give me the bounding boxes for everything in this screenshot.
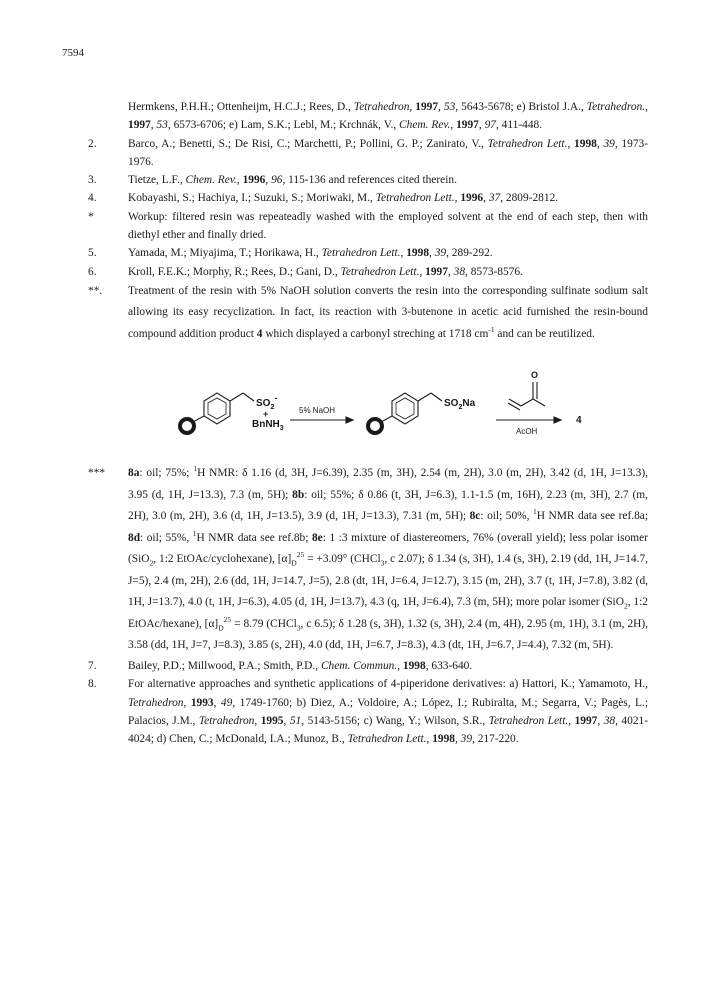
reference-text: Treatment of the resin with 5% NaOH solution converts the resin into the corresponding sulfinate sodium salt allowing its easy recyclization. In fact, its reaction with 3-butenone in acetic acid furnished the resin-bound compound addition product 4 which displayed a carbonyl streching at 1718 $cm^{-1}$ and can be reutilized. (128, 284, 648, 340)
reference-item (88, 463, 648, 657)
ketone-oxygen: O (531, 370, 539, 381)
middle-na: Na (462, 398, 476, 410)
reference-text: Kroll, F.E.K.; Morphy, R.; Rees, D.; Gani, D., Tetrahedron Lett., 1997, 38, 8573-8576. (128, 265, 523, 278)
reference-text: For alternative approaches and synthetic applications of 4-piperidone derivatives: a) Hattori, K.; Yamamoto, H., Tetrahedron, 1993, 49, 1749-1760; b) Diez, A.; Voldoire, A.; López, I.; Rubiralta, M.; Segarra, V.; Pagès, L.; Palacios, J.M., Tetrahedron, 1995, 51, 5143-5156; c) Wang, Y.; Wilson, S.R., Tetrahedron Lett., 1997, 38, 4021-4024; d) Chen, C.; McDonald, I.A.; Munoz, B., Tetrahedron Lett., 1998, 39, 217-220. (128, 678, 649, 746)
reference-text: Bailey, P.D.; Millwood, P.A.; Smith, P.D., Chem. Commun., 1998, 633-640. (128, 659, 473, 672)
reference-number: 8. (88, 678, 97, 691)
reference-text: Barco, A.; Benetti, S.; De Risi, C.; Marchetti, P.; Pollini, G. P.; Zanirato, V., Tetrahedron Lett., 1998, 39, 1973-1976. (128, 137, 648, 168)
reference-item (88, 208, 648, 245)
reference-text: Yamada, M.; Miyajima, T.; Horikawa, H., Tetrahedron Lett., 1998, 39, 289-292. (128, 247, 493, 260)
reagent-acoh: AcOH (516, 427, 538, 437)
middle-so: SO (444, 398, 459, 410)
reference-number: 7. (88, 659, 97, 672)
resin-bead-middle (368, 419, 382, 433)
reference-item (88, 675, 648, 748)
reagent-naoh: 5% NaOH (299, 406, 336, 416)
reference-text: 8a: oil; 75%; $^1$H NMR: δ 1.16 (d, 3H, J=6.39), 2.35 (m, 3H), 2.54 (m, 2H), 3.0 (m, 2H), 3.42 (d, 1H, J=13.3), 3.95 (d, 1H, J=13.3), 7.3 (m, 5H); 8b: oil; 55%; δ 0.86 (t, 3H, J=6.3), 1.1-1.5 (m, 16H), 2.23 (m, 3H), 2.7 (m, 2H), 3.0 (m, 2H), 3.6 (d, 1H, J=13.5), 3.9 (d, 1H, J=13.3), 7.31 (m, 5H); 8c: oil; 50%, $^1$H NMR data see ref.8a; 8d: oil; 55%, $^1$H NMR data see ref.8b; 8e: 1 :3 mixture of diastereomers, 76% (overall yield); less polar isomer (SiO$_2$, 1:2 EtOAc/cyclohexane), $[\alpha]_D^{25} = +3.09^\circ$ (CHCl$_3$, c 2.07); δ 1.34 (s, 3H), 1.4 (s, 3H), 2.19 (dd, 1H, J=14.7, J=5), 2.4 (m, 2H), 2.6 (dd, 1H, J=14.7, J=5), 2.8 (dt, 1H, J=6.4, J=12.7), 3.15 (m, 2H), 3.7 (t, 1H, J=7.8), 3.82 (d, 1H, J=13.7), 4.0 (t, 1H, J=6.3), 4.05 (d, 1H, J=13.7), 4.3 (q, 1H, J=6.4), 7.3 (m, 5H); more polar isomer (SiO$_2$, 1:2 EtOAc/hexane), $[\alpha]_D^{25} = 8.79$ (CHCl$_3$, c 6.5); δ 1.28 (s, 3H), 1.32 (s, 3H), 2.4 (m, 4H), 2.95 (m, 1H), 3.1 (m, 2H), 3.58 (dd, 1H, J=7, J=8.3), 3.85 (s, 2H), 4.0 (dd, 1H, J=6.7, J=8.3), 4.3 (dt, 1H, J=6.7, J=4.4), 7.32 (m, 5H). (128, 464, 649, 652)
reference-item (88, 98, 648, 135)
reference-item (88, 171, 648, 189)
reference-number: *** (88, 467, 106, 480)
reference-item (88, 263, 648, 281)
middle-sulfinate-label (444, 398, 476, 411)
reference-text: Tietze, L.F., Chem. Rev., 1996, 96, 115-136 and references cited therein. (128, 174, 457, 187)
reference-number: 4. (88, 192, 97, 205)
reaction-scheme (88, 345, 648, 463)
reference-item (88, 189, 648, 207)
reference-number: 2. (88, 137, 97, 150)
reference-item (88, 657, 648, 675)
reaction-scheme-drawing (88, 345, 648, 463)
reference-item (88, 281, 648, 346)
reference-list (88, 98, 648, 748)
left-so: SO (256, 398, 271, 410)
reference-number: **. (88, 284, 103, 297)
reference-text: Hermkens, P.H.H.; Ottenheijm, H.C.J.; Rees, D., Tetrahedron, 1997, 53, 5643-5678; e) Bristol J.A., Tetrahedron., 1997, 53, 6573-6706; e) Lam, S.K.; Lebl, M.; Krchnák, V., Chem. Rev., 1997, 97, 411-448. (128, 101, 648, 132)
left-so-sub: 2 (270, 404, 275, 412)
reference-text: Workup: filtered resin was repeateadly washed with the employed solvent at the end of each step, then with diethyl ether and finally dried. (128, 210, 648, 242)
resin-bead-left (180, 419, 194, 433)
reference-number: 5. (88, 247, 97, 260)
left-plus: + (263, 409, 269, 420)
reference-item (88, 135, 648, 172)
reference-text: Kobayashi, S.; Hachiya, I.; Suzuki, S.; Moriwaki, M., Tetrahedron Lett., 1996, 37, 2809-2812. (128, 192, 559, 205)
product-number: 4 (576, 415, 582, 427)
left-bnnh-sub: 3 (279, 425, 284, 433)
reference-number: 6. (88, 265, 97, 278)
left-counterion (252, 419, 284, 432)
middle-so-sub: 2 (458, 404, 463, 412)
reference-item (88, 244, 648, 262)
left-bnnh: BnNH (252, 419, 280, 431)
page-number: 7594 (62, 47, 84, 59)
reference-number: * (88, 210, 94, 223)
reference-number: 3. (88, 174, 97, 187)
left-charge: - (274, 393, 278, 404)
